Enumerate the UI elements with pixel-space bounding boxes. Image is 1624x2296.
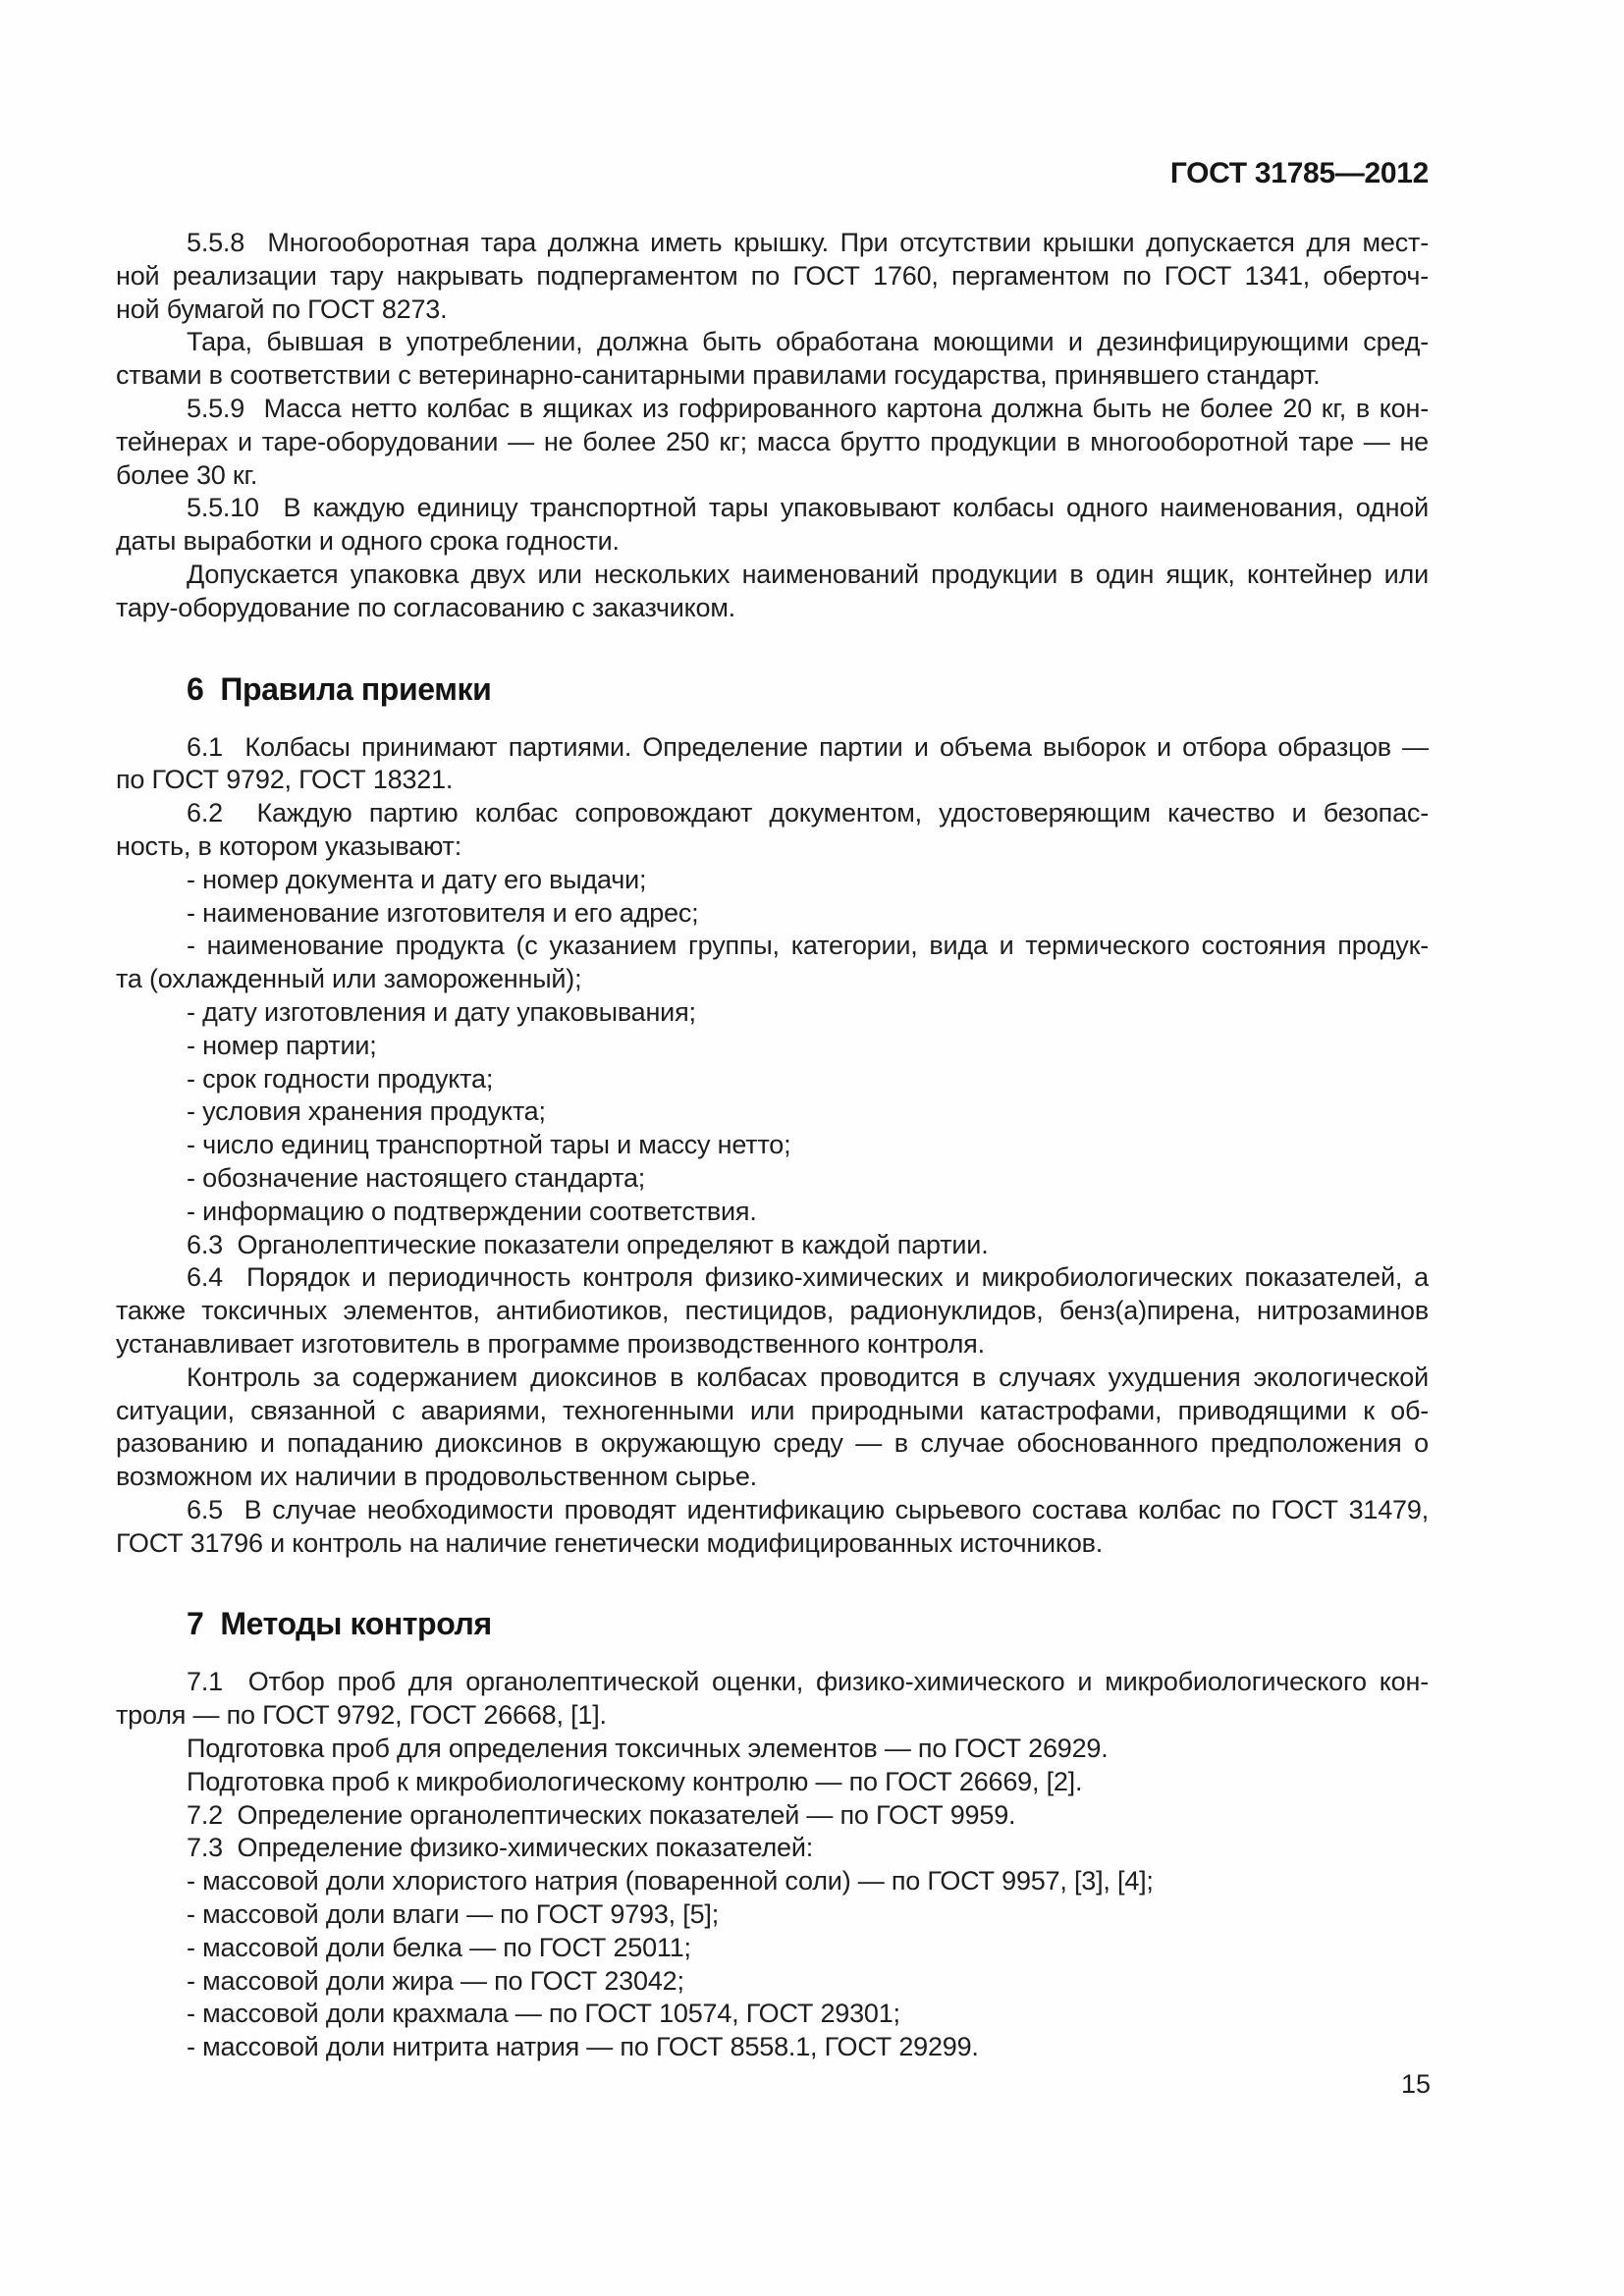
text-line: - наименование продукта (с указанием группы, категории, вида и термического состояния продук- — [187, 931, 1429, 961]
text-line: по ГОСТ 9792, ГОСТ 18321. — [116, 765, 454, 795]
text-line: - число единиц транспортной тары и массу нетто; — [187, 1130, 791, 1160]
text-line: Подготовка проб для определения токсичных элементов — по ГОСТ 26929. — [187, 1734, 1109, 1764]
text-line: тейнерах и таре-оборудовании — не более 250 кг; масса брутто продукции в многооборотной таре — не — [116, 426, 1429, 456]
text-line: ствами в соответствии с ветеринарно-санитарными правилами государства, принявшего стандарт. — [116, 360, 1321, 391]
text-line: устанавливает изготовитель в программе производственного контроля. — [116, 1328, 985, 1359]
section-heading: 7 Методы контроля — [187, 1606, 492, 1642]
text-line: Контроль за содержанием диоксинов в колбасах проводится в случаях ухудшения экологической — [187, 1362, 1429, 1392]
text-line: 6.2 Каждую партию колбас сопровождают документом, удостоверяющим качество и безопас- — [187, 798, 1429, 828]
text-line: - срок годности продукта; — [187, 1063, 494, 1094]
text-line: 6.3 Органолептические показатели определяют в каждой партии. — [187, 1229, 989, 1259]
text-line: ГОСТ 31796 и контроль на наличие генетически модифицированных источников. — [116, 1527, 1104, 1558]
section-heading: 6 Правила приемки — [187, 670, 492, 707]
text-line: тару-оборудование по согласованию с заказчиком. — [116, 592, 735, 622]
document-body — [116, 227, 1429, 2064]
document-code-header: ГОСТ 31785—2012 — [1169, 157, 1429, 189]
text-line: - массовой доли жира — по ГОСТ 23042; — [187, 1965, 684, 1996]
text-line: разованию и попаданию диоксинов в окружающую среду — в случае обоснованного предположения о — [116, 1428, 1429, 1459]
page-number: 15 — [1400, 2069, 1431, 2099]
text-line: ной реализации тару накрывать подпергаментом по ГОСТ 1760, пергаментом по ГОСТ 1341, оберточ- — [116, 260, 1429, 291]
text-line: - массовой доли влаги — по ГОСТ 9793, [5]; — [187, 1899, 720, 1930]
text-line: - массовой доли хлористого натрия (поваренной соли) — по ГОСТ 9957, [3], [4]; — [187, 1866, 1154, 1896]
text-line: 5.5.9 Масса нетто колбас в ящиках из гофрированного картона должна быть не более 20 кг, в кон- — [187, 393, 1429, 423]
text-line: 5.5.8 Многооборотная тара должна иметь крышку. При отсутствии крышки допускается для мест- — [187, 228, 1429, 257]
text-line: более 30 кг. — [116, 459, 258, 490]
text-line: 5.5.10 В каждую единицу транспортной тары упаковывают колбасы одного наименования, одной — [187, 493, 1429, 523]
text-line: ной бумагой по ГОСТ 8273. — [116, 294, 448, 324]
text-line: возможном их наличии в продовольственном сырье. — [116, 1462, 757, 1492]
text-line: ность, в котором указывают: — [116, 830, 462, 861]
text-line: 6.1 Колбасы принимают партиями. Определение партии и объема выборок и отбора образцов — — [187, 731, 1429, 762]
text-line: - номер партии; — [187, 1030, 377, 1060]
text-line: также токсичных элементов, антибиотиков, пестицидов, радионуклидов, бенз(а)пирена, нитрозаминов — [116, 1296, 1429, 1326]
text-line: 7.3 Определение физико-химических показателей: — [187, 1833, 814, 1863]
text-line: - наименование изготовителя и его адрес; — [187, 897, 699, 928]
text-line: - информацию о подтверждении соответствия. — [187, 1196, 757, 1226]
text-line: Тара, бывшая в употреблении, должна быть обработана моющими и дезинфицирующими сред- — [187, 327, 1429, 357]
text-line: Допускается упаковка двух или нескольких наименований продукции в один ящик, контейнер или — [187, 559, 1429, 589]
text-line: 6.5 В случае необходимости проводят идентификацию сырьевого состава колбас по ГОСТ 31479, — [187, 1494, 1429, 1524]
text-line: - обозначение настоящего стандарта; — [187, 1162, 646, 1193]
text-line: даты выработки и одного срока годности. — [116, 526, 620, 557]
text-line: ситуации, связанной с авариями, техногенными или природными катастрофами, приводящими к об- — [116, 1395, 1429, 1425]
text-line: - условия хранения продукта; — [187, 1096, 546, 1127]
text-line: 6.4 Порядок и периодичность контроля физико-химических и микробиологических показателей, а — [187, 1262, 1429, 1293]
text-line: - массовой доли нитрита натрия — по ГОСТ 8558.1, ГОСТ 29299. — [187, 2032, 979, 2062]
text-line: Подготовка проб к микробиологическому контролю — по ГОСТ 26669, [2]. — [187, 1766, 1083, 1796]
text-line: та (охлажденный или замороженный); — [116, 964, 582, 994]
text-line: троля — по ГОСТ 9792, ГОСТ 26668, [1]. — [116, 1700, 607, 1731]
text-line: 7.2 Определение органолептических показателей — по ГОСТ 9959. — [187, 1799, 1016, 1830]
text-line: - дату изготовления и дату упаковывания; — [187, 996, 696, 1027]
text-line: 7.1 Отбор проб для органолептической оценки, физико-химического и микробиологического кон- — [187, 1667, 1429, 1697]
text-line: - массовой доли белка — по ГОСТ 25011; — [187, 1932, 691, 1962]
text-line: - номер документа и дату его выдачи; — [187, 864, 647, 894]
text-line: - массовой доли крахмала — по ГОСТ 10574, ГОСТ 29301; — [187, 1999, 900, 2029]
